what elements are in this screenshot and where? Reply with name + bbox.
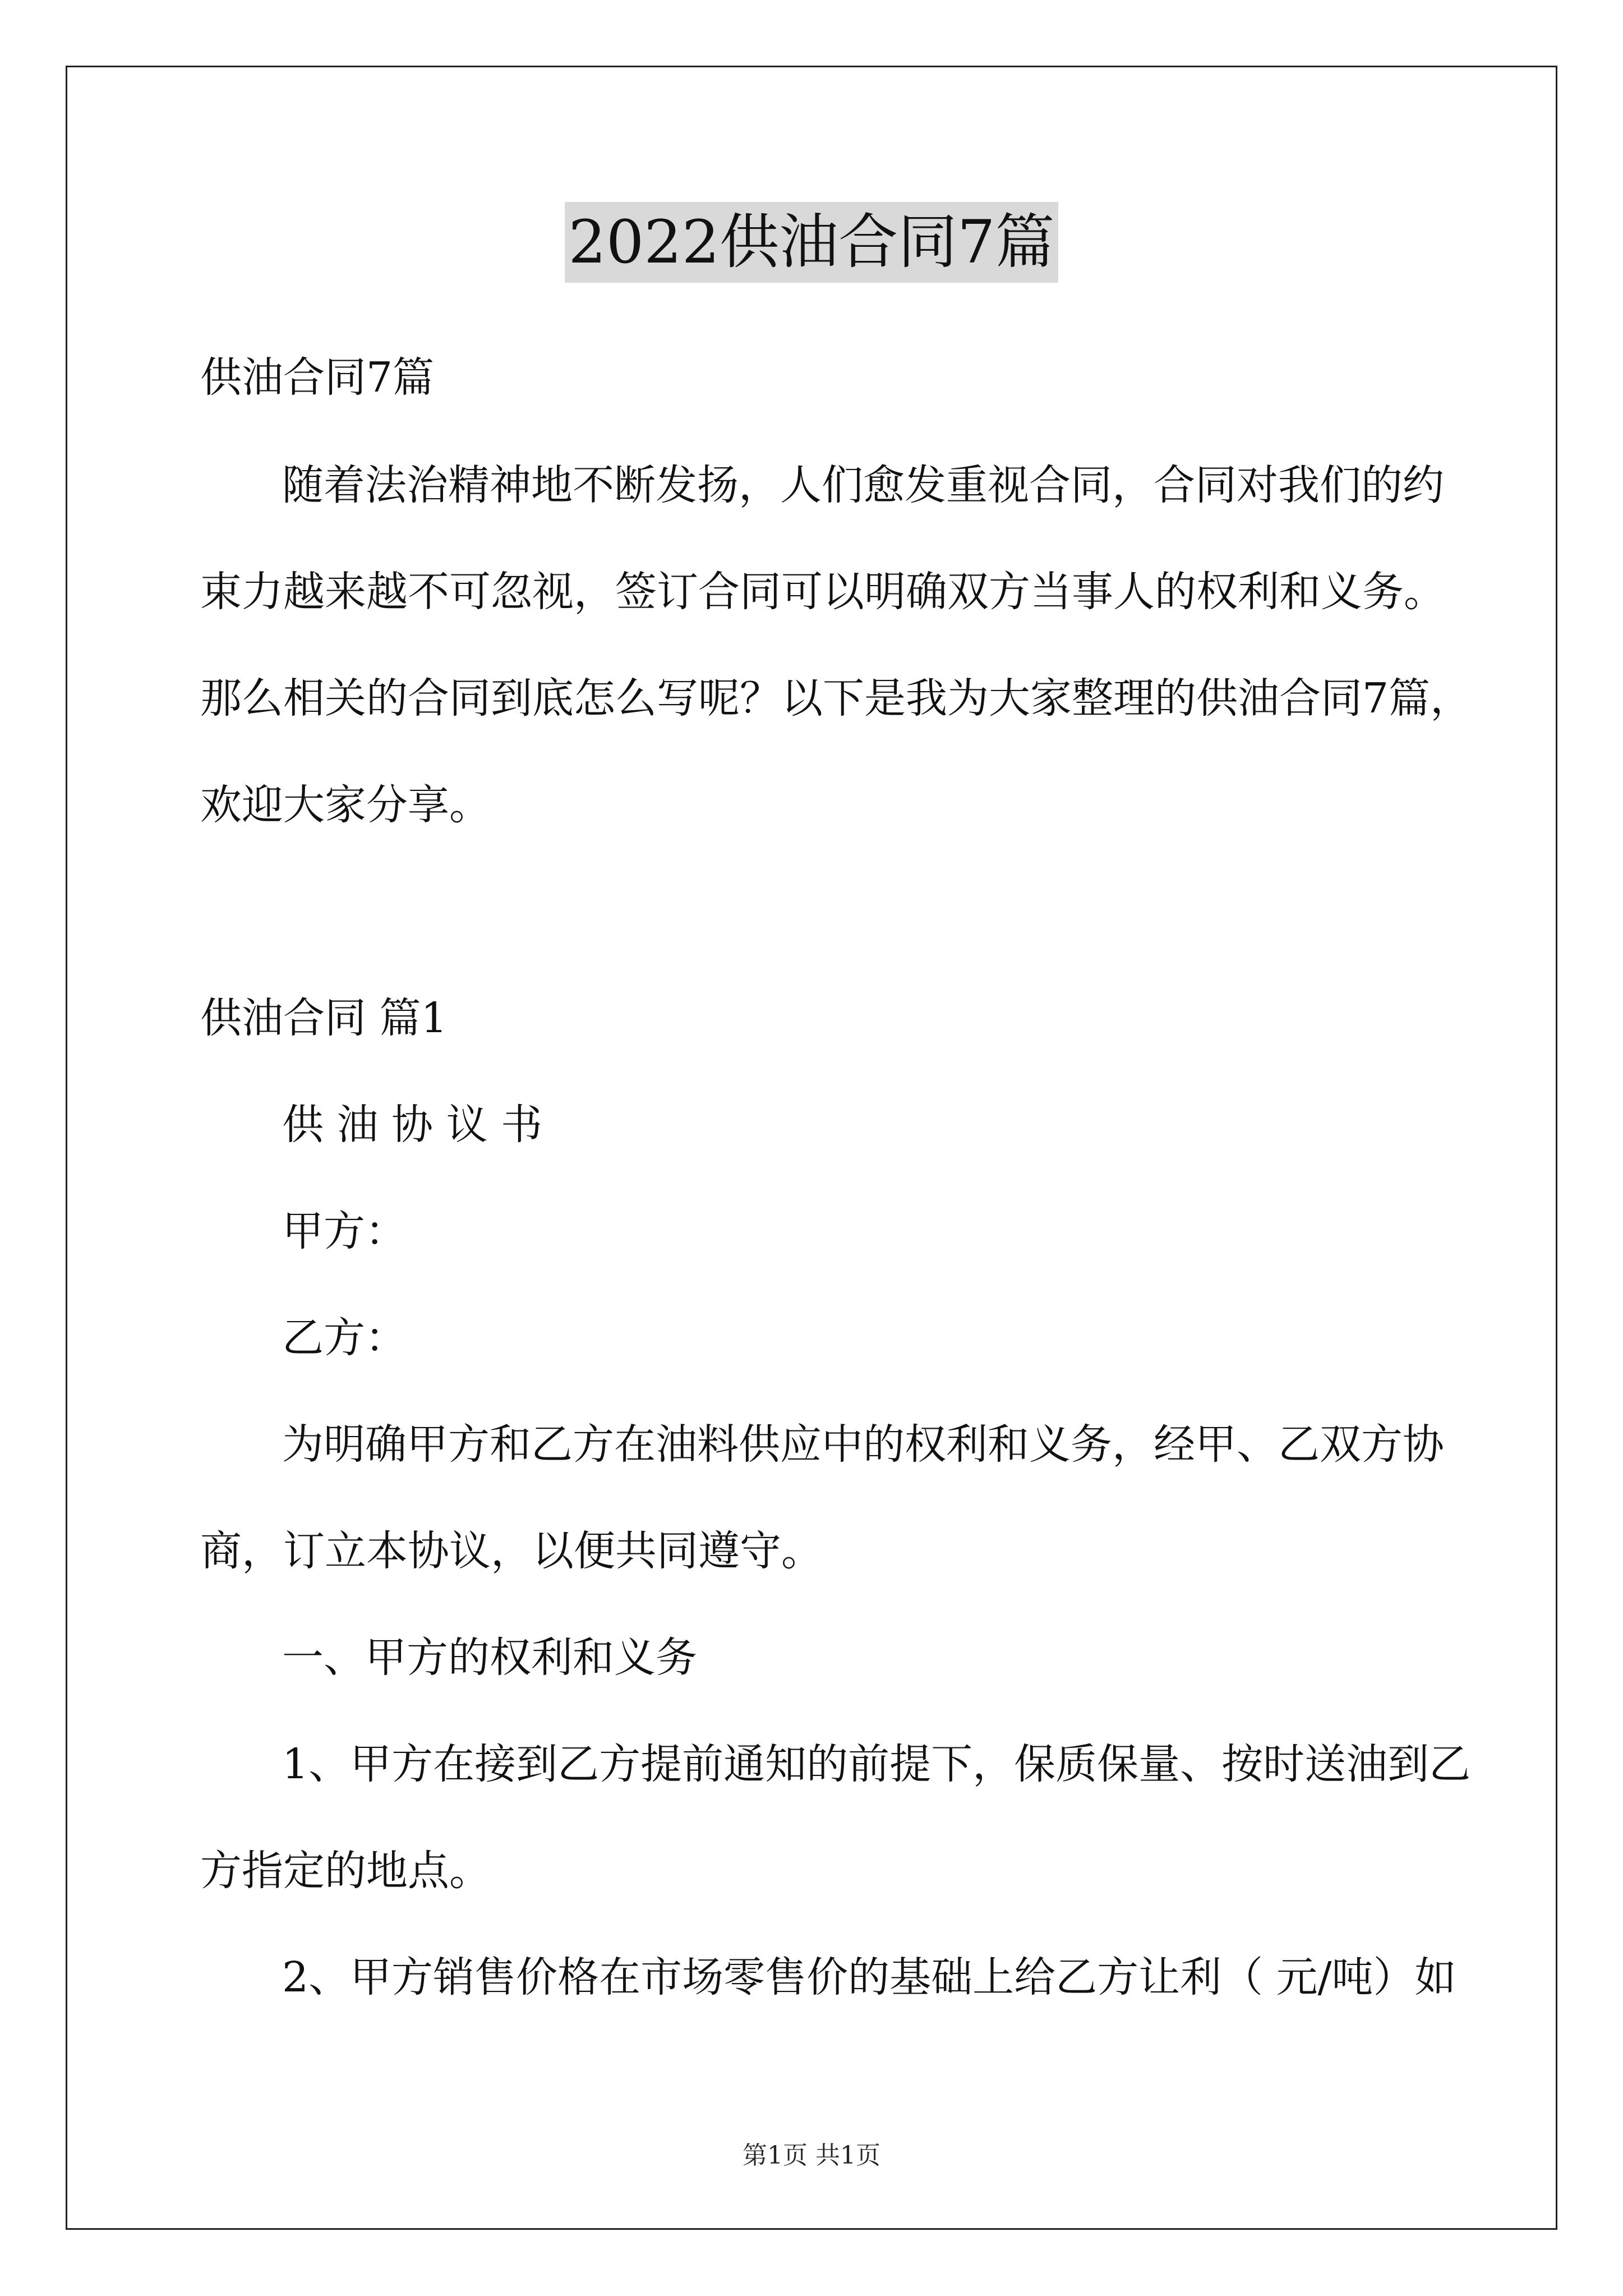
page-footer: 第1页 共1页 bbox=[743, 2141, 880, 2170]
page-title: 2022供油合同7篇 bbox=[565, 202, 1058, 283]
party-a-label: 甲方： bbox=[282, 1207, 407, 1255]
subtitle: 供油合同7篇 bbox=[200, 353, 435, 402]
clause-2-line-1: 2、甲方销售价格在市场零售价的基础上给乙方让利（ 元/吨）如 bbox=[282, 1953, 1456, 2001]
intro-line-3: 那么相关的合同到底怎么写呢？以下是我为大家整理的供油合同7篇， bbox=[200, 674, 1472, 723]
section-heading: 供油合同 篇1 bbox=[200, 994, 448, 1042]
party-b-label: 乙方： bbox=[282, 1314, 407, 1362]
clause-1-line-1: 1、甲方在接到乙方提前通知的前提下，保质保量、按时送油到乙 bbox=[282, 1740, 1471, 1788]
purpose-line-1: 为明确甲方和乙方在油料供应中的权利和义务，经甲、乙双方协 bbox=[282, 1420, 1444, 1469]
purpose-line-2: 商，订立本协议，以便共同遵守。 bbox=[200, 1527, 823, 1575]
intro-line-4: 欢迎大家分享。 bbox=[200, 781, 491, 829]
title-container bbox=[0, 202, 1623, 283]
clause-1-line-2: 方指定的地点。 bbox=[200, 1847, 491, 1895]
clause-heading: 一、甲方的权利和义务 bbox=[282, 1634, 697, 1682]
intro-line-1: 随着法治精神地不断发扬，人们愈发重视合同，合同对我们的约 bbox=[282, 461, 1444, 509]
agreement-title: 供 油 协 议 书 bbox=[282, 1101, 543, 1149]
intro-line-2: 束力越来越不可忽视，签订合同可以明确双方当事人的权利和义务。 bbox=[200, 568, 1445, 616]
